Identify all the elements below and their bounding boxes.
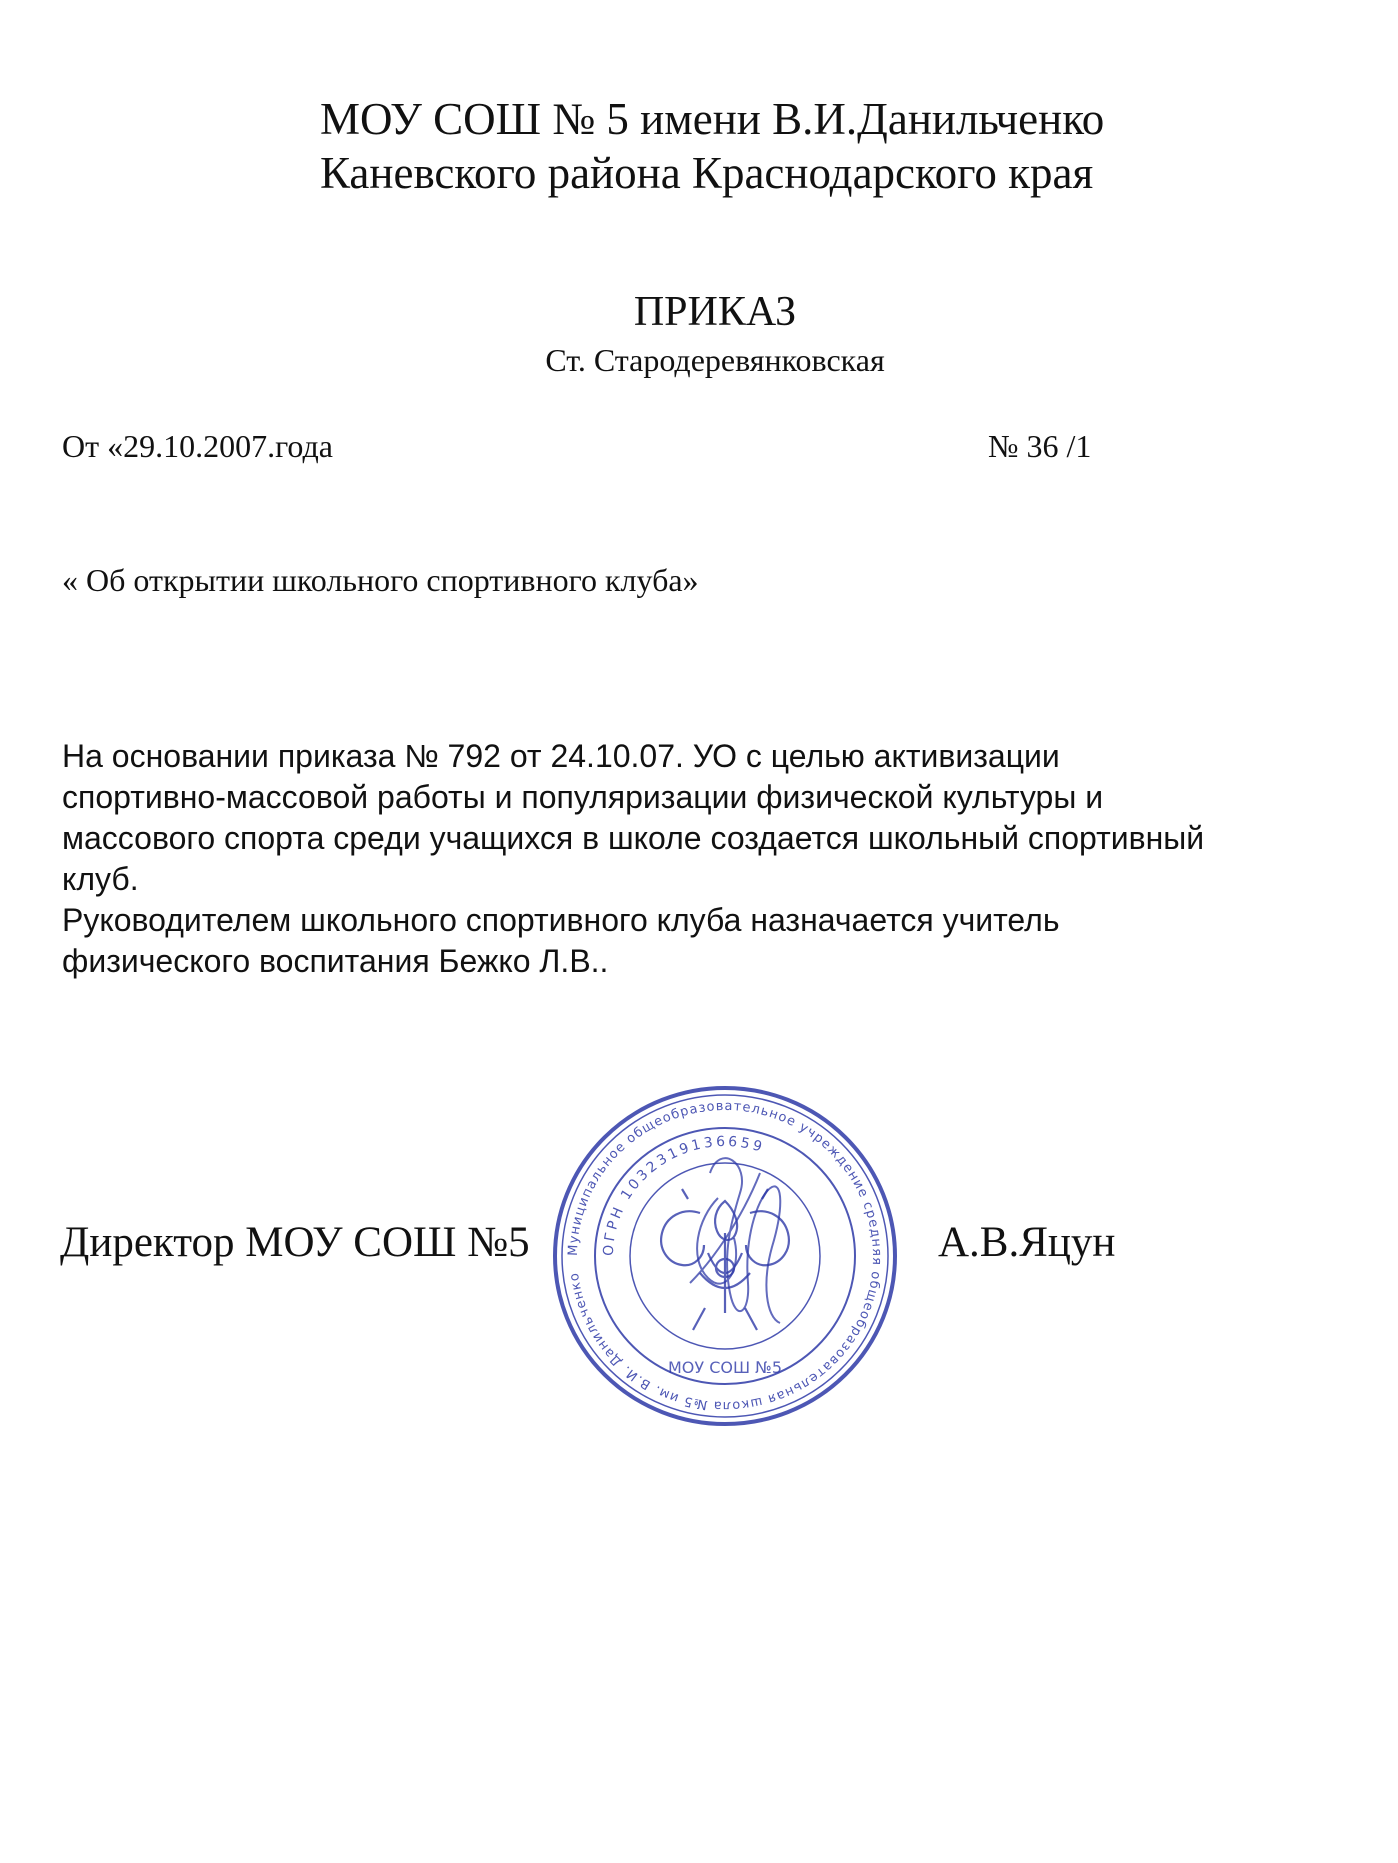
- document-place: Ст. Стародеревянковская: [545, 342, 885, 378]
- signature-scribble-icon: [690, 1158, 780, 1323]
- body-line: массового спорта среди учащихся в школе создается школьный спортивный: [62, 820, 1205, 856]
- stamp-inner-text: МОУ СОШ №5: [667, 1358, 783, 1377]
- stamp-seal-icon: [550, 1083, 900, 1429]
- official-stamp: [550, 1083, 900, 1429]
- director-title: Директор МОУ СОШ №5: [60, 1219, 530, 1266]
- school-region-line: Каневского района Краснодарского края: [320, 148, 1094, 198]
- order-body: [62, 736, 1362, 982]
- stamp-code-text: ОГРН 1032319136659: [600, 1133, 767, 1257]
- body-line: спортивно-массовой работы и популяризации физической культуры и: [62, 779, 1104, 815]
- stamp-outer-text: Муниципальное общеобразовательное учреждение средняя общеобразовательная школа №5 им. В.И. Данильченко: [565, 1098, 885, 1414]
- order-number: № 36 /1: [988, 428, 1092, 464]
- director-name: А.В.Яцун: [938, 1219, 1116, 1266]
- body-line: Руководителем школьного спортивного клуба назначается учитель: [62, 902, 1060, 938]
- body-line: физического воспитания Бежко Л.В..: [62, 943, 609, 979]
- school-name-line: МОУ СОШ № 5 имени В.И.Данильченко: [320, 94, 1105, 144]
- body-line: На основании приказа № 792 от 24.10.07. УО с целью активизации: [62, 738, 1060, 774]
- order-subject: « Об открытии школьного спортивного клуба»: [62, 562, 699, 598]
- order-date: От «29.10.2007.года: [62, 428, 333, 464]
- body-line: клуб.: [62, 861, 139, 897]
- document-type: ПРИКАЗ: [633, 289, 797, 335]
